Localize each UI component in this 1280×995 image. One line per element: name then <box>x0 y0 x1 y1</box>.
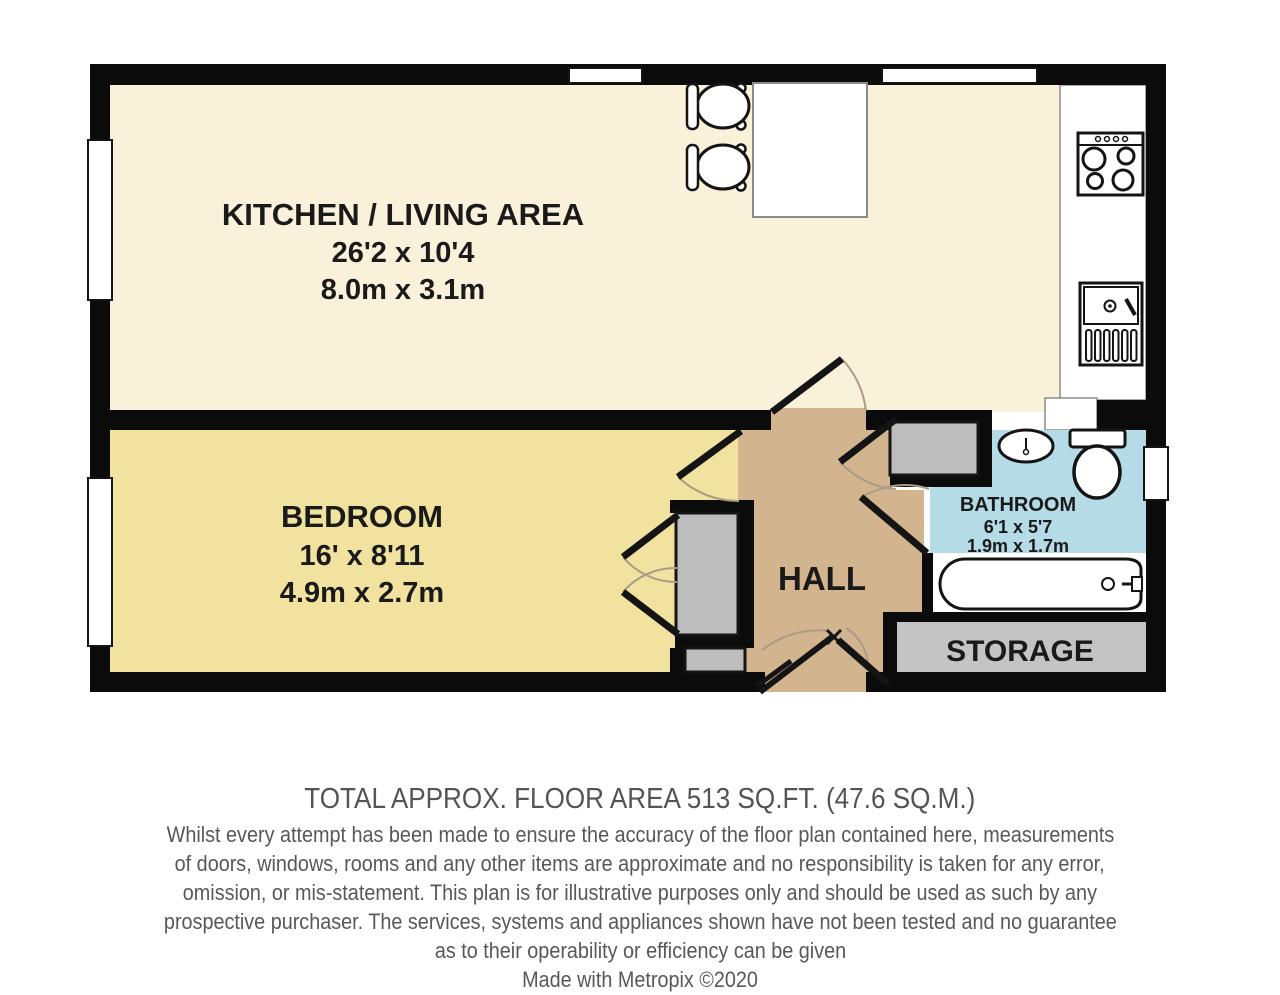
wall-bath-storage <box>883 612 1146 622</box>
bedroom-wardrobe <box>676 513 738 635</box>
wall-wardrobe-right <box>738 500 754 648</box>
kitchen-living-dims-metric: 8.0m x 3.1m <box>320 274 486 306</box>
footer <box>0 782 1280 995</box>
bathroom-dims-metric: 1.9m x 1.7m <box>966 536 1070 556</box>
kitchen-living-label: KITCHEN / LIVING AREA <box>221 197 585 232</box>
wall-counter-end <box>1097 400 1166 430</box>
disclaimer-line: prospective purchaser. The services, systems and appliances shown have not been tested and no guarantee <box>163 909 1117 934</box>
window-bathroom-right <box>1144 447 1168 500</box>
kitchen-counter-end <box>1045 398 1097 430</box>
bedroom-floor <box>108 428 745 674</box>
disclaimer-line: omission, or mis-statement. This plan is for illustrative purposes only and should be used as such by any <box>182 880 1098 905</box>
chair-symbol <box>687 145 749 191</box>
metropix-credit: Made with Metropix ©2020 <box>522 967 758 992</box>
storage-label: STORAGE <box>946 635 1094 668</box>
bathtub-symbol <box>940 559 1142 609</box>
window-top-1 <box>569 68 642 83</box>
disclaimer-line: of doors, windows, rooms and any other items are approximate and no responsibility is taken for any error, <box>175 851 1105 876</box>
disclaimer-line: as to their operability or efficiency can be given <box>434 938 846 963</box>
toilet-symbol <box>1070 430 1125 498</box>
bedroom-dims-metric: 4.9m x 2.7m <box>279 577 445 609</box>
hall-cupboard <box>890 422 978 475</box>
wall-tub-left <box>922 553 933 613</box>
window-kitchen-left <box>88 140 112 300</box>
wall-right <box>1146 64 1166 692</box>
hall-label: HALL <box>778 560 866 597</box>
wall-wardrobe-bottom <box>675 635 754 648</box>
kitchen-sink-symbol <box>1080 283 1142 365</box>
wall-bottom-right <box>866 672 1166 692</box>
bathroom-dims-imperial: 6'1 x 5'7 <box>983 517 1053 537</box>
kitchen-living-floor <box>108 83 1148 412</box>
lower-closet <box>685 648 745 672</box>
bedroom-label: BEDROOM <box>281 499 443 534</box>
wall-lower-closet-left <box>670 648 685 692</box>
wall-bottom-left <box>90 672 765 692</box>
basin-symbol <box>999 430 1053 462</box>
disclaimer-line: Whilst every attempt has been made to ensure the accuracy of the floor plan contained here, measurements <box>166 822 1114 847</box>
chair-symbol <box>687 84 749 130</box>
kitchen-living-dims-imperial: 26'2 x 10'4 <box>331 237 475 269</box>
window-bedroom-left <box>88 478 112 646</box>
bathroom-label: BATHROOM <box>959 494 1077 516</box>
wall-divider-left <box>90 410 771 430</box>
total-area-text: TOTAL APPROX. FLOOR AREA 513 SQ.FT. (47.6 SQ.M.) <box>304 783 976 815</box>
window-top-2 <box>882 68 1037 83</box>
dining-table-symbol <box>753 83 867 217</box>
hob-symbol <box>1078 133 1143 195</box>
bedroom-dims-imperial: 16' x 8'11 <box>299 540 425 572</box>
